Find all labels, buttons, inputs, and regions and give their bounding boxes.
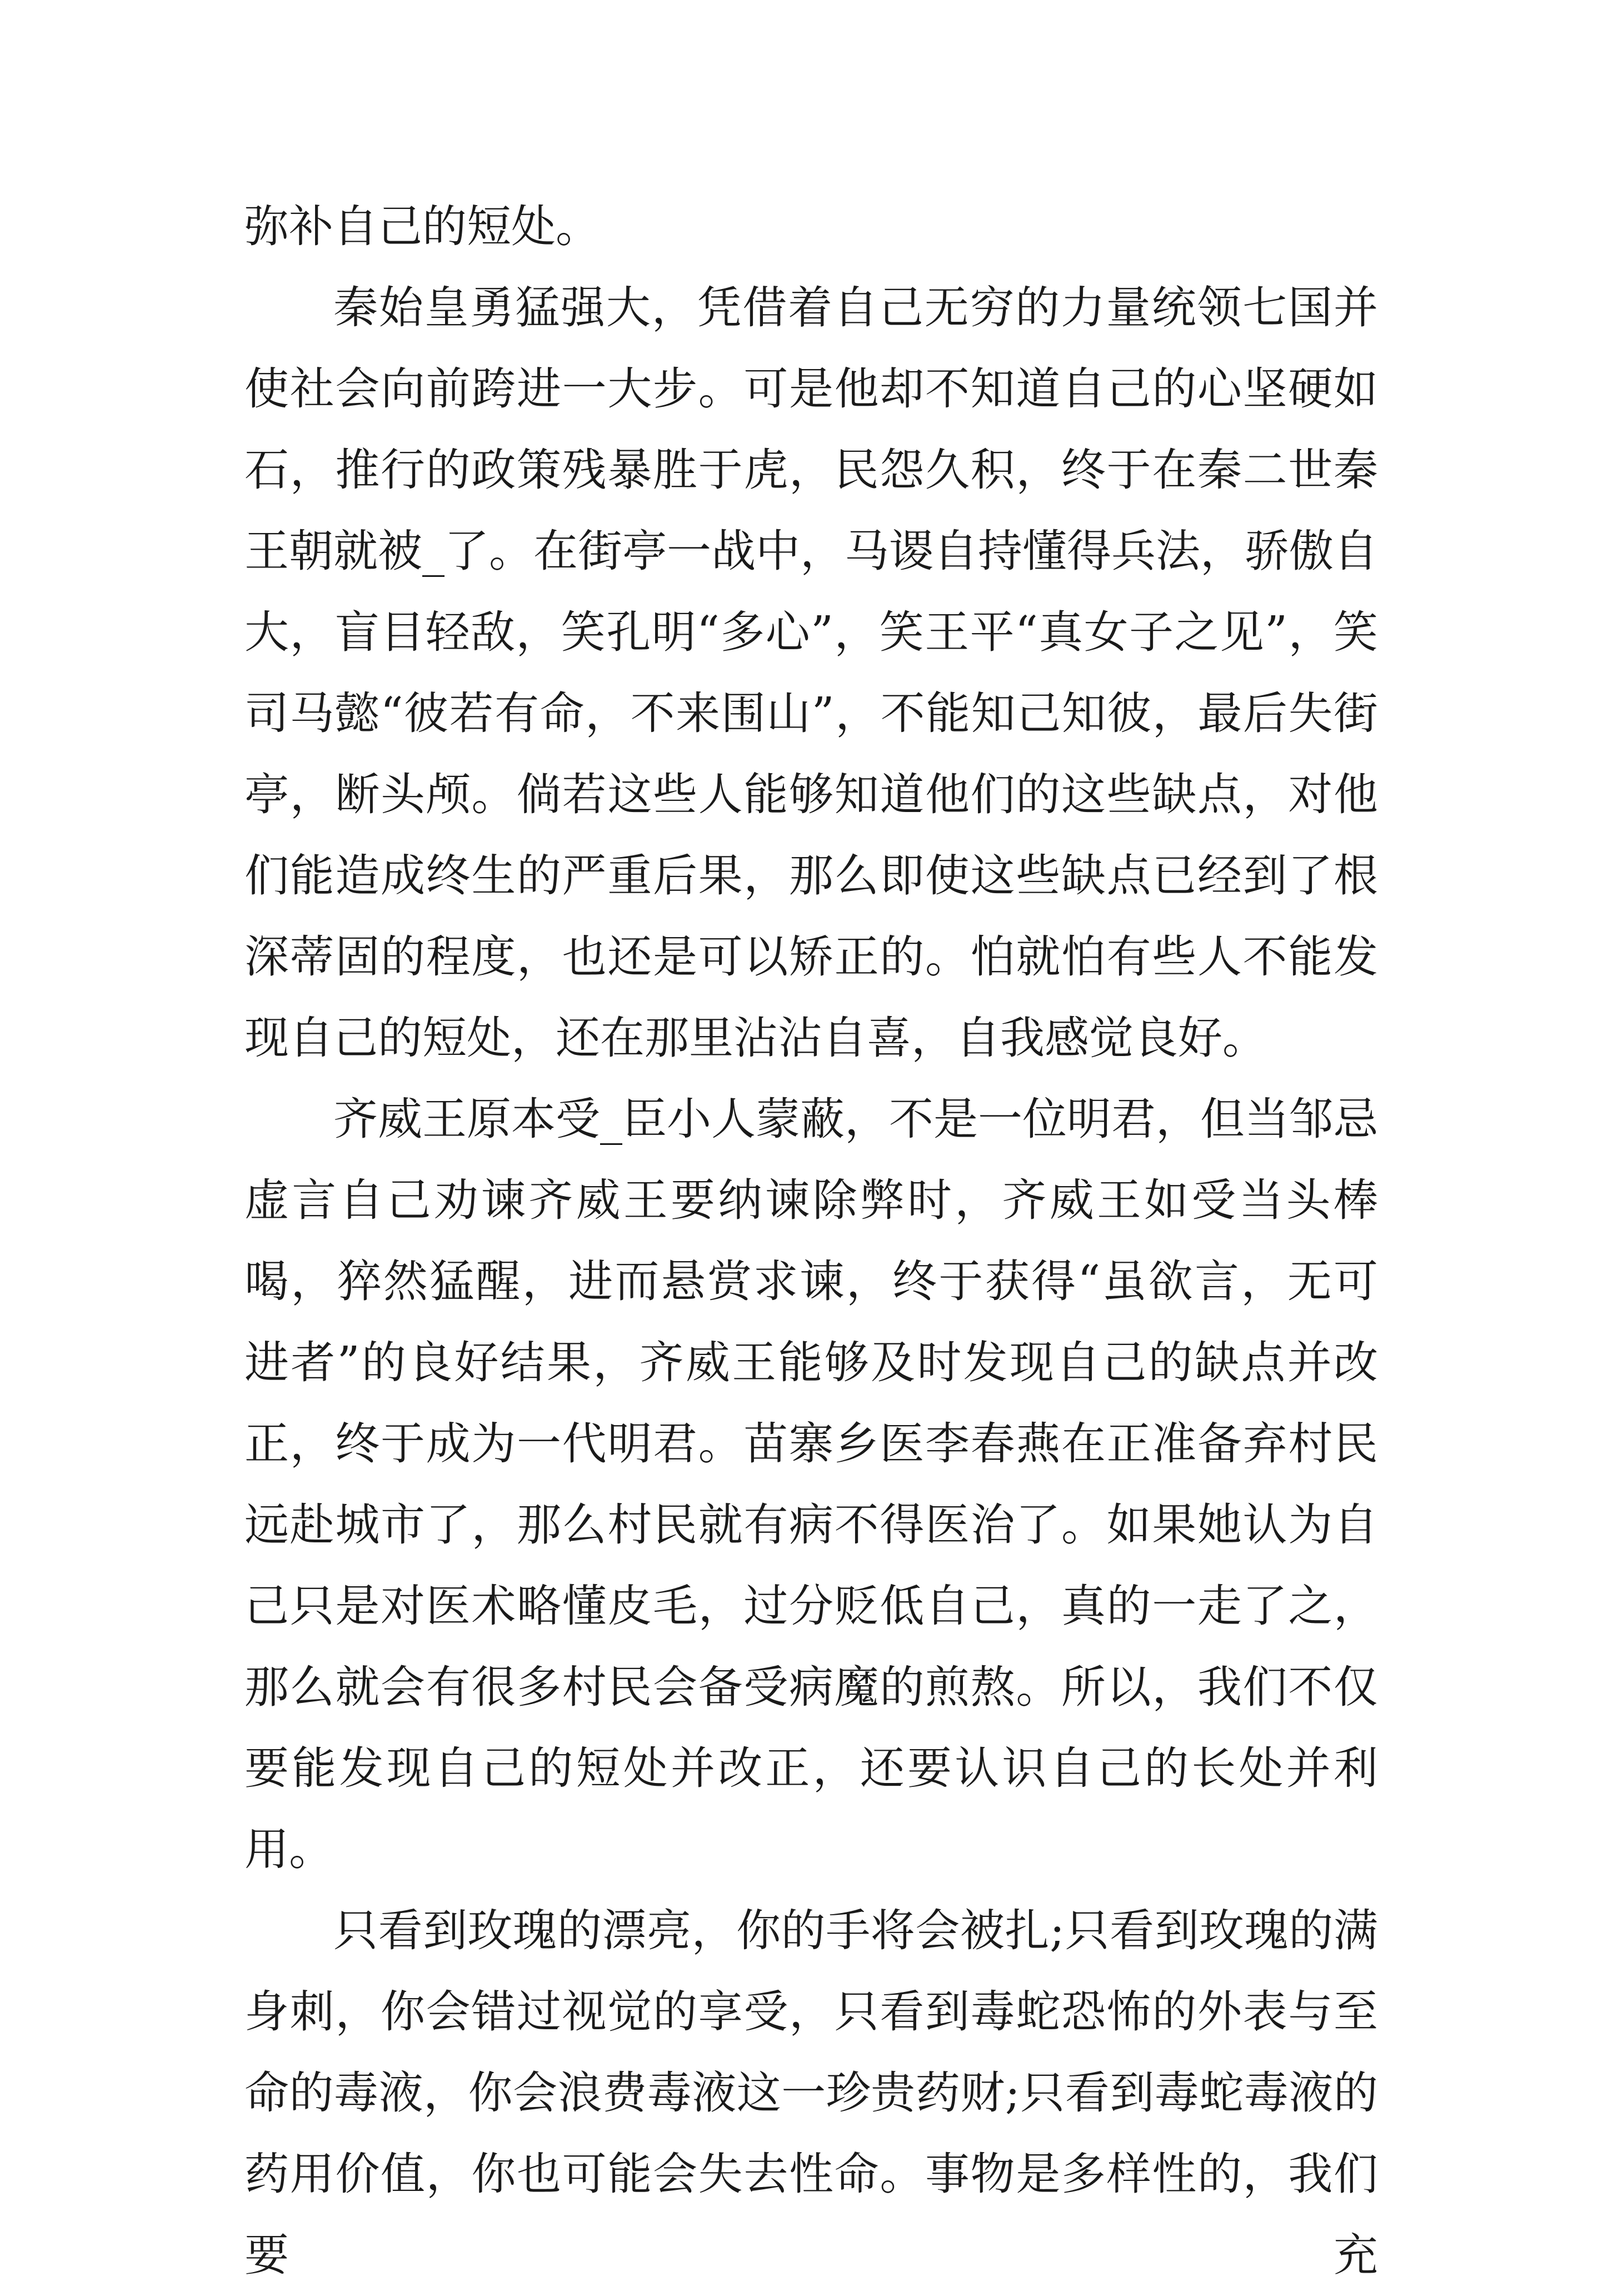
- paragraph-rose-snake: 只看到玫瑰的漂亮，你的手将会被扎;只看到玫瑰的满身刺，你会错过视觉的享受，只看到毒蛇恐怖的外表与至命的毒液，你会浪费毒液这一珍贵药财;只看到毒蛇毒液的药用价值，你也可能会失去性命。事物是多样性的，我们要充: [244, 1905, 1378, 2281]
- body-text: [244, 186, 1378, 2296]
- paragraph-qin-shihuang: 秦始皇勇猛强大，凭借着自己无穷的力量统领七国并使社会向前跨进一大步。可是他却不知道自己的心坚硬如石，推行的政策残暴胜于虎，民怨久积，终于在秦二世秦王朝就被_了。在街亭一战中，马谡自持懂得兵法，骄傲自大，盲目轻敌，笑孔明“多心”，笑王平“真女子之见”，笑司马懿“彼若有命，不来围山”，不能知己知彼，最后失街亭，断头颅。倘若这些人能够知道他们的这些缺点，对他们能造成终生的严重后果，那么即使这些缺点已经到了根深蒂固的程度，也还是可以矫正的。怕就怕有些人不能发现自己的短处，还在那里沾沾自喜，自我感觉良好。: [244, 282, 1378, 1064]
- paragraph-continuation: 弥补自己的短处。: [244, 201, 600, 252]
- paragraph-qi-weiwang: 齐威王原本受_臣小人蒙蔽，不是一位明君，但当邹忌虚言自己劝谏齐威王要纳谏除弊时，齐威王如受当头棒喝，猝然猛醒，进而悬赏求谏，终于获得“虽欲言，无可进者”的良好结果，齐威王能够及时发现自己的缺点并改正，终于成为一代明君。苗寨乡医李春燕在正准备弃村民远赴城市了，那么村民就有病不得医治了。如果她认为自己只是对医术略懂皮毛，过分贬低自己，真的一走了之，那么就会有很多村民会备受病魔的煎熬。所以，我们不仅要能发现自己的短处并改正，还要认识自己的长处并利用。: [244, 1093, 1378, 1875]
